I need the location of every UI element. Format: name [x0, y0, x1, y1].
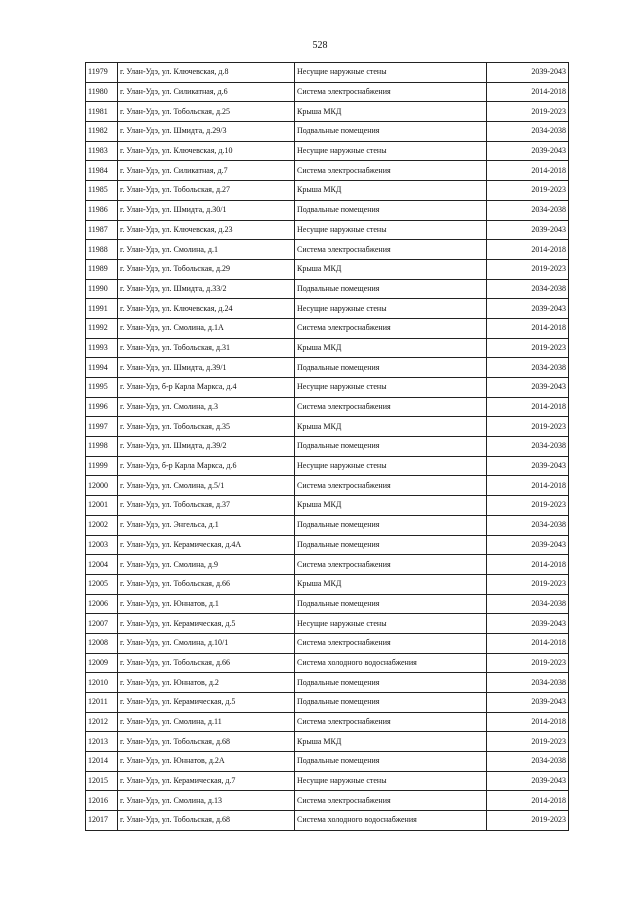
cell-work-type: Подвальные помещения [295, 122, 487, 142]
cell-period: 2014-2018 [487, 476, 569, 496]
cell-address: г. Улан-Удэ, ул. Тобольская, д.66 [118, 653, 295, 673]
table-row [86, 574, 569, 594]
cell-work-type: Крыша МКД [295, 496, 487, 516]
table-row [86, 417, 569, 437]
cell-address: г. Улан-Удэ, ул. Смолина, д.3 [118, 397, 295, 417]
table-row [86, 712, 569, 732]
cell-id: 12016 [86, 791, 118, 811]
cell-address: г. Улан-Удэ, ул. Тобольская, д.66 [118, 574, 295, 594]
cell-period: 2034-2038 [487, 279, 569, 299]
cell-id: 11987 [86, 220, 118, 240]
cell-period: 2034-2038 [487, 200, 569, 220]
cell-id: 12010 [86, 673, 118, 693]
cell-work-type: Система электроснабжения [295, 712, 487, 732]
cell-address: г. Улан-Удэ, ул. Юннатов, д.2А [118, 752, 295, 772]
table-row [86, 338, 569, 358]
cell-address: г. Улан-Удэ, ул. Шмидта, д.29/3 [118, 122, 295, 142]
cell-work-type: Крыша МКД [295, 732, 487, 752]
page-number: 528 [312, 40, 328, 51]
table-body [86, 63, 569, 831]
cell-id: 11993 [86, 338, 118, 358]
cell-work-type: Подвальные помещения [295, 693, 487, 713]
cell-address: г. Улан-Удэ, ул. Смолина, д.13 [118, 791, 295, 811]
table-row [86, 181, 569, 201]
cell-period: 2039-2043 [487, 456, 569, 476]
cell-address: г. Улан-Удэ, ул. Тобольская, д.35 [118, 417, 295, 437]
cell-work-type: Система электроснабжения [295, 318, 487, 338]
cell-id: 12005 [86, 574, 118, 594]
cell-period: 2019-2023 [487, 732, 569, 752]
cell-period: 2019-2023 [487, 181, 569, 201]
cell-work-type: Крыша МКД [295, 259, 487, 279]
cell-period: 2014-2018 [487, 397, 569, 417]
cell-id: 12012 [86, 712, 118, 732]
cell-address: г. Улан-Удэ, ул. Ключевская, д.23 [118, 220, 295, 240]
cell-work-type: Крыша МКД [295, 102, 487, 122]
cell-period: 2014-2018 [487, 633, 569, 653]
cell-address: г. Улан-Удэ, ул. Силикатная, д.7 [118, 161, 295, 181]
cell-work-type: Система электроснабжения [295, 476, 487, 496]
cell-id: 12014 [86, 752, 118, 772]
cell-work-type: Система электроснабжения [295, 82, 487, 102]
table-row [86, 673, 569, 693]
cell-id: 11994 [86, 358, 118, 378]
cell-id: 12013 [86, 732, 118, 752]
cell-work-type: Подвальные помещения [295, 515, 487, 535]
table-row [86, 259, 569, 279]
cell-work-type: Несущие наружные стены [295, 614, 487, 634]
cell-work-type: Система электроснабжения [295, 633, 487, 653]
cell-address: г. Улан-Удэ, ул. Смолина, д.9 [118, 555, 295, 575]
table-row [86, 732, 569, 752]
cell-id: 12011 [86, 693, 118, 713]
cell-id: 11991 [86, 299, 118, 319]
cell-address: г. Улан-Удэ, ул. Тобольская, д.68 [118, 811, 295, 831]
table-row [86, 515, 569, 535]
cell-id: 12002 [86, 515, 118, 535]
cell-id: 11989 [86, 259, 118, 279]
cell-id: 11992 [86, 318, 118, 338]
table-row [86, 161, 569, 181]
cell-address: г. Улан-Удэ, ул. Смолина, д.5/1 [118, 476, 295, 496]
cell-work-type: Система электроснабжения [295, 161, 487, 181]
cell-work-type: Крыша МКД [295, 574, 487, 594]
table-row [86, 437, 569, 457]
cell-address: г. Улан-Удэ, ул. Смолина, д.1А [118, 318, 295, 338]
cell-work-type: Несущие наружные стены [295, 141, 487, 161]
cell-address: г. Улан-Удэ, ул. Керамическая, д.5 [118, 693, 295, 713]
cell-address: г. Улан-Удэ, ул. Ключевская, д.8 [118, 63, 295, 83]
cell-id: 11982 [86, 122, 118, 142]
table-row [86, 82, 569, 102]
cell-period: 2014-2018 [487, 712, 569, 732]
cell-id: 12015 [86, 771, 118, 791]
cell-address: г. Улан-Удэ, ул. Тобольская, д.31 [118, 338, 295, 358]
table-row [86, 555, 569, 575]
table-row [86, 122, 569, 142]
cell-id: 12004 [86, 555, 118, 575]
table-row [86, 63, 569, 83]
cell-id: 12007 [86, 614, 118, 634]
table-row [86, 535, 569, 555]
cell-id: 11998 [86, 437, 118, 457]
cell-work-type: Несущие наружные стены [295, 771, 487, 791]
cell-work-type: Несущие наружные стены [295, 63, 487, 83]
table-row [86, 397, 569, 417]
repair-schedule-table [85, 62, 569, 831]
cell-work-type: Несущие наружные стены [295, 299, 487, 319]
table-row [86, 496, 569, 516]
cell-period: 2019-2023 [487, 811, 569, 831]
table-row [86, 220, 569, 240]
cell-address: г. Улан-Удэ, б-р Карла Маркса, д.4 [118, 378, 295, 398]
cell-period: 2039-2043 [487, 771, 569, 791]
cell-period: 2034-2038 [487, 358, 569, 378]
cell-address: г. Улан-Удэ, ул. Тобольская, д.68 [118, 732, 295, 752]
cell-work-type: Система электроснабжения [295, 555, 487, 575]
cell-period: 2019-2023 [487, 574, 569, 594]
cell-address: г. Улан-Удэ, ул. Энгельса, д.1 [118, 515, 295, 535]
cell-work-type: Подвальные помещения [295, 200, 487, 220]
table-row [86, 476, 569, 496]
table-row [86, 279, 569, 299]
cell-id: 11997 [86, 417, 118, 437]
table-row [86, 653, 569, 673]
cell-id: 11986 [86, 200, 118, 220]
cell-id: 11981 [86, 102, 118, 122]
cell-id: 11988 [86, 240, 118, 260]
cell-work-type: Система холодного водоснабжения [295, 811, 487, 831]
cell-id: 11980 [86, 82, 118, 102]
table-row [86, 791, 569, 811]
table-row [86, 358, 569, 378]
cell-id: 12009 [86, 653, 118, 673]
cell-id: 11990 [86, 279, 118, 299]
cell-period: 2019-2023 [487, 102, 569, 122]
cell-period: 2039-2043 [487, 614, 569, 634]
table-row [86, 318, 569, 338]
cell-period: 2034-2038 [487, 122, 569, 142]
table-row [86, 200, 569, 220]
cell-period: 2039-2043 [487, 63, 569, 83]
cell-id: 11999 [86, 456, 118, 476]
cell-address: г. Улан-Удэ, ул. Силикатная, д.6 [118, 82, 295, 102]
cell-address: г. Улан-Удэ, б-р Карла Маркса, д.6 [118, 456, 295, 476]
cell-id: 12017 [86, 811, 118, 831]
table-row [86, 811, 569, 831]
cell-address: г. Улан-Удэ, ул. Шмидта, д.39/1 [118, 358, 295, 378]
cell-id: 11985 [86, 181, 118, 201]
cell-address: г. Улан-Удэ, ул. Тобольская, д.29 [118, 259, 295, 279]
table-row [86, 752, 569, 772]
cell-work-type: Система электроснабжения [295, 397, 487, 417]
cell-address: г. Улан-Удэ, ул. Смолина, д.11 [118, 712, 295, 732]
cell-address: г. Улан-Удэ, ул. Ключевская, д.10 [118, 141, 295, 161]
cell-period: 2034-2038 [487, 673, 569, 693]
cell-period: 2014-2018 [487, 240, 569, 260]
table-row [86, 614, 569, 634]
cell-id: 12000 [86, 476, 118, 496]
cell-address: г. Улан-Удэ, ул. Смолина, д.10/1 [118, 633, 295, 653]
cell-work-type: Система электроснабжения [295, 240, 487, 260]
cell-period: 2034-2038 [487, 515, 569, 535]
cell-address: г. Улан-Удэ, ул. Ключевская, д.24 [118, 299, 295, 319]
cell-address: г. Улан-Удэ, ул. Шмидта, д.30/1 [118, 200, 295, 220]
cell-period: 2039-2043 [487, 299, 569, 319]
cell-id: 12003 [86, 535, 118, 555]
cell-period: 2014-2018 [487, 318, 569, 338]
cell-work-type: Подвальные помещения [295, 535, 487, 555]
cell-work-type: Крыша МКД [295, 417, 487, 437]
cell-period: 2019-2023 [487, 653, 569, 673]
cell-work-type: Подвальные помещения [295, 673, 487, 693]
cell-period: 2039-2043 [487, 693, 569, 713]
cell-period: 2039-2043 [487, 378, 569, 398]
cell-id: 11984 [86, 161, 118, 181]
cell-period: 2039-2043 [487, 141, 569, 161]
cell-period: 2034-2038 [487, 594, 569, 614]
table-row [86, 299, 569, 319]
cell-period: 2039-2043 [487, 535, 569, 555]
cell-address: г. Улан-Удэ, ул. Керамическая, д.4А [118, 535, 295, 555]
cell-work-type: Несущие наружные стены [295, 378, 487, 398]
table-row [86, 771, 569, 791]
cell-work-type: Подвальные помещения [295, 279, 487, 299]
cell-address: г. Улан-Удэ, ул. Тобольская, д.25 [118, 102, 295, 122]
cell-id: 11983 [86, 141, 118, 161]
cell-id: 12001 [86, 496, 118, 516]
cell-work-type: Система электроснабжения [295, 791, 487, 811]
cell-work-type: Подвальные помещения [295, 358, 487, 378]
table-row [86, 456, 569, 476]
cell-address: г. Улан-Удэ, ул. Шмидта, д.39/2 [118, 437, 295, 457]
cell-period: 2014-2018 [487, 82, 569, 102]
cell-period: 2014-2018 [487, 791, 569, 811]
cell-address: г. Улан-Удэ, ул. Керамическая, д.5 [118, 614, 295, 634]
cell-address: г. Улан-Удэ, ул. Шмидта, д.33/2 [118, 279, 295, 299]
cell-address: г. Улан-Удэ, ул. Керамическая, д.7 [118, 771, 295, 791]
table-row [86, 141, 569, 161]
cell-period: 2019-2023 [487, 259, 569, 279]
table-row [86, 633, 569, 653]
cell-address: г. Улан-Удэ, ул. Тобольская, д.27 [118, 181, 295, 201]
table-row [86, 693, 569, 713]
cell-period: 2019-2023 [487, 496, 569, 516]
cell-address: г. Улан-Удэ, ул. Юннатов, д.2 [118, 673, 295, 693]
table-row [86, 102, 569, 122]
cell-id: 12008 [86, 633, 118, 653]
cell-address: г. Улан-Удэ, ул. Смолина, д.1 [118, 240, 295, 260]
cell-work-type: Подвальные помещения [295, 437, 487, 457]
cell-address: г. Улан-Удэ, ул. Тобольская, д.37 [118, 496, 295, 516]
cell-work-type: Система холодного водоснабжения [295, 653, 487, 673]
cell-id: 11995 [86, 378, 118, 398]
cell-work-type: Крыша МКД [295, 181, 487, 201]
cell-work-type: Подвальные помещения [295, 752, 487, 772]
cell-work-type: Несущие наружные стены [295, 456, 487, 476]
cell-work-type: Несущие наружные стены [295, 220, 487, 240]
cell-work-type: Крыша МКД [295, 338, 487, 358]
cell-id: 12006 [86, 594, 118, 614]
cell-period: 2019-2023 [487, 338, 569, 358]
cell-address: г. Улан-Удэ, ул. Юннатов, д.1 [118, 594, 295, 614]
cell-period: 2014-2018 [487, 161, 569, 181]
cell-period: 2034-2038 [487, 437, 569, 457]
table-row [86, 240, 569, 260]
cell-id: 11979 [86, 63, 118, 83]
cell-work-type: Подвальные помещения [295, 594, 487, 614]
table-row [86, 594, 569, 614]
cell-id: 11996 [86, 397, 118, 417]
cell-period: 2034-2038 [487, 752, 569, 772]
table-row [86, 378, 569, 398]
cell-period: 2039-2043 [487, 220, 569, 240]
cell-period: 2014-2018 [487, 555, 569, 575]
cell-period: 2019-2023 [487, 417, 569, 437]
